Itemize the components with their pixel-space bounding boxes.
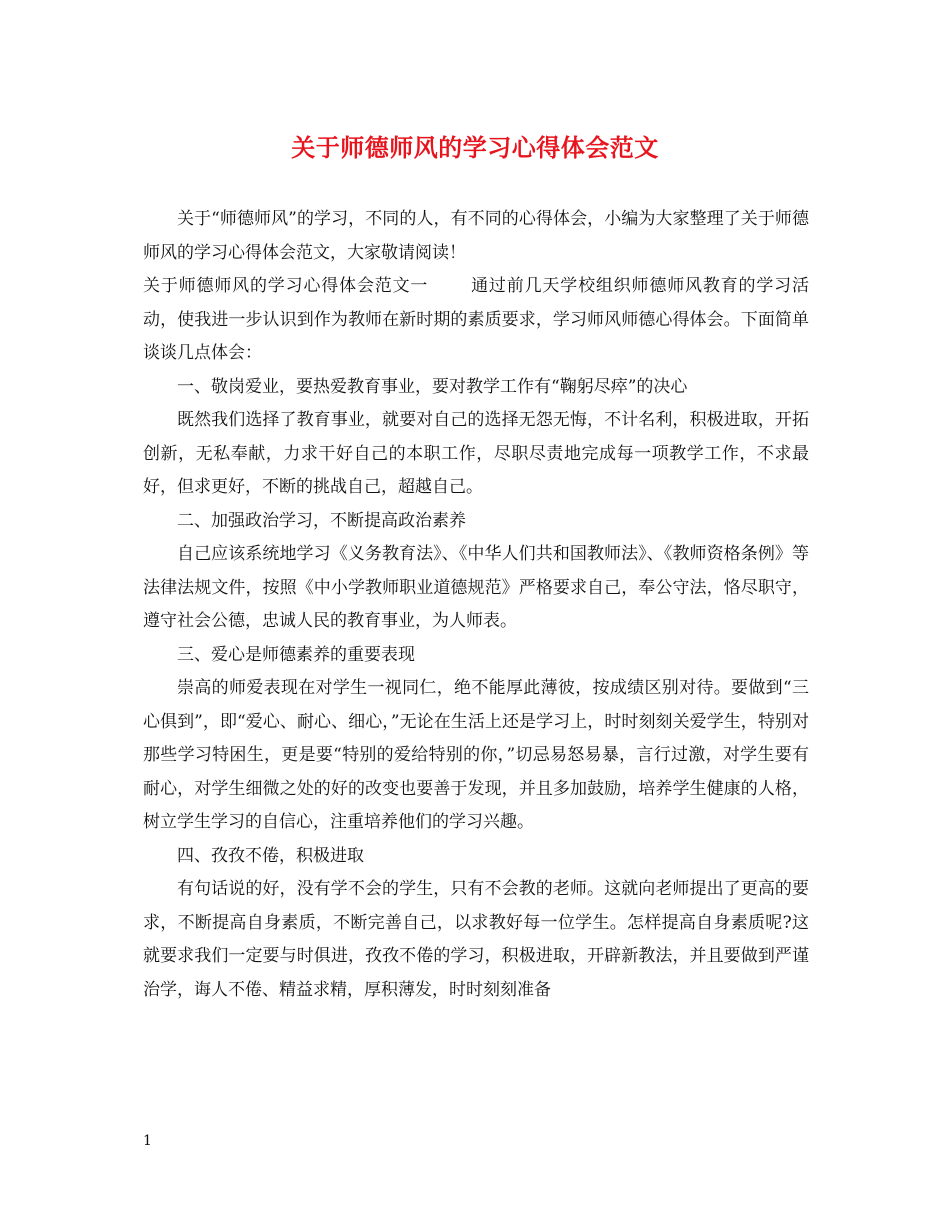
section-heading: 一、敬岗爱业，要热爱教育事业，要对教学工作有“鞠躬尽瘁”的决心 bbox=[177, 376, 688, 397]
page-number: 1 bbox=[143, 1133, 152, 1149]
section-body: 有句话说的好，没有学不会的学生，只有不会教的老师。这就向老师提出了更高的要求，不断提高自身素质，不断完善自己，以求教好每一位学生。怎样提高自身素质呢?这就要求我们一定要与时俱进，孜孜不倦的学习，积极进取，开辟新教法，并且要做到严谨治学，诲人不倦、精益求精，厚积薄发，时时刻刻准备 bbox=[143, 879, 809, 1000]
essay-opening-text: 通过前几天学校组织师德师风教育的学习活动，使我进一步认识到作为教师在新时期的素质要求，学习师风师德心得体会。下面简单谈谈几点体会： bbox=[143, 276, 810, 363]
essay-label: 关于师德师风的学习心得体会范文一 bbox=[143, 276, 429, 296]
document-title: 关于师德师风的学习心得体会范文 bbox=[291, 133, 659, 162]
section-body: 既然我们选择了教育事业，就要对自己的选择无怨无悔，不计名利，积极进取，开拓创新，无私奉献，力求干好自己的本职工作，尽职尽责地完成每一项教学工作，不求最好，但求更好，不断的挑战自己，超越自己。 bbox=[143, 410, 809, 497]
essay-opening-paragraph bbox=[143, 270, 809, 371]
section-heading: 四、孜孜不倦，积极进取 bbox=[177, 845, 364, 866]
intro-paragraph: 关于“师德师风”的学习，不同的人，有不同的心得体会，小编为大家整理了关于师德师风的学习心得体会范文，大家敬请阅读！ bbox=[143, 209, 809, 263]
section-body: 自己应该系统地学习《义务教育法》、《中华人们共和国教师法》、《教师资格条例》等法律法规文件，按照《中小学教师职业道德规范》严格要求自己，奉公守法，恪尽职守，遵守社会公德，忠诚人民的教育事业，为人师表。 bbox=[143, 544, 809, 631]
document-body bbox=[143, 203, 809, 1007]
section-heading: 二、加强政治学习，不断提高政治素养 bbox=[177, 510, 466, 531]
section-heading: 三、爱心是师德素养的重要表现 bbox=[177, 644, 415, 665]
section-body: 崇高的师爱表现在对学生一视同仁，绝不能厚此薄彼，按成绩区别对待。要做到“三心俱到”，即“爱心、耐心、细心，”无论在生活上还是学习上，时时刻刻关爱学生，特别对那些学习特困生，更是要“特别的爱给特别的你，”切忌易怒易暴，言行过激，对学生要有耐心，对学生细微之处的好的改变也要善于发现，并且多加鼓励，培养学生健康的人格，树立学生学习的自信心，注重培养他们的学习兴趣。 bbox=[143, 678, 809, 832]
